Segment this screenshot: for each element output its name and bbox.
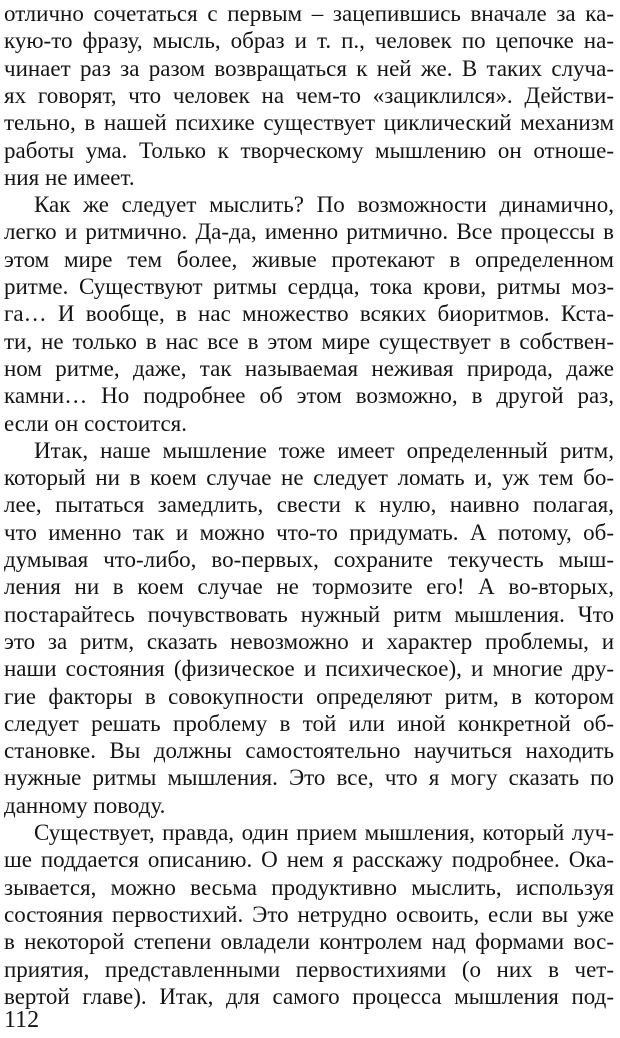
text-line: легко и ритмично. Да-да, именно ритмично. Все процессы в — [4, 219, 614, 245]
text-line: что именно так и можно что-то придумать. А потому, об- — [4, 519, 614, 545]
text-line: лее, пытаться замедлить, свести к нулю, наивно полагая, — [4, 492, 614, 518]
text-line: камни… Но подробнее об этом возможно, в другой раз, — [4, 383, 614, 409]
text-line: ном ритме, даже, так называемая неживая природа, даже — [4, 355, 614, 381]
text-line: ти, не только в нас все в этом мире существует в собствен- — [4, 328, 614, 354]
paragraph-first-line: Как же следует мыслить? По возможности динамично, — [34, 192, 614, 218]
paragraph-first-line: Существует, правда, один прием мышления, который луч- — [34, 820, 614, 845]
text-line: ния не имеет. — [4, 164, 135, 190]
text-line: вертой главе). Итак, для самого процесса мышления под- — [4, 983, 614, 1009]
text-line: приятия, представленными первостихиями (о них в чет- — [4, 956, 614, 982]
text-line: чинает раз за разом возвращаться к ней же. В таких случа- — [4, 55, 614, 81]
text-line: становке. Вы должны самостоятельно научиться находить — [4, 738, 614, 764]
text-line: ритме. Существуют ритмы сердца, тока крови, ритмы моз- — [4, 274, 614, 299]
text-line: который ни в коем случае не следует ломать и, уж тем бо- — [4, 465, 614, 491]
text-line: это за ритм, сказать невозможно и характер проблемы, и — [4, 628, 614, 654]
text-line: кую-то фразу, мысль, образ и т. п., человек по цепочке на- — [4, 28, 614, 54]
text-line: данному поводу. — [4, 792, 166, 818]
text-line: нужные ритмы мышления. Это все, что я могу сказать по — [4, 765, 614, 791]
text-line: тельно, в нашей психике существует циклический механизм — [4, 110, 614, 136]
text-line: ше поддается описанию. О нем я расскажу подробнее. Ока- — [4, 847, 614, 873]
text-line: работы ума. Только к творческому мышлению он отноше- — [4, 137, 614, 163]
paragraph-first-line: Итак, наше мышление тоже имеет определенный ритм, — [34, 437, 614, 463]
page-number: 112 — [4, 1007, 40, 1033]
text-line: зывается, можно весьма продуктивно мыслить, используя — [4, 874, 614, 900]
text-line: гие факторы в совокупности определяют ритм, в котором — [4, 683, 614, 709]
text-line: постарайтесь почувствовать нужный ритм мышления. Что — [4, 601, 614, 627]
text-line: наши состояния (физическое и психическое), и многие дру- — [4, 656, 614, 682]
text-line: этом мире тем более, живые протекают в определенном — [4, 246, 614, 272]
text-line: думывая что-либо, во-первых, сохраните текучесть мыш- — [4, 547, 614, 572]
text-line: следует решать проблему в той или иной конкретной об- — [4, 710, 614, 736]
text-line: состояния первостихий. Это нетрудно освоить, если вы уже — [4, 901, 614, 927]
text-line: ях говорят, что человек на чем-то «зациклился». Действи- — [4, 82, 614, 108]
text-line: в некоторой степени овладели контролем над формами вос- — [4, 929, 614, 955]
text-line: ления ни в коем случае не тормозите его! А во-вторых, — [4, 574, 614, 600]
text-line: если он состоится. — [4, 410, 188, 436]
text-line: га… И вообще, в нас множество всяких биоритмов. Кста- — [4, 301, 614, 327]
text-line: отлично сочетаться с первым – зацепившись вначале за ка- — [4, 1, 614, 26]
